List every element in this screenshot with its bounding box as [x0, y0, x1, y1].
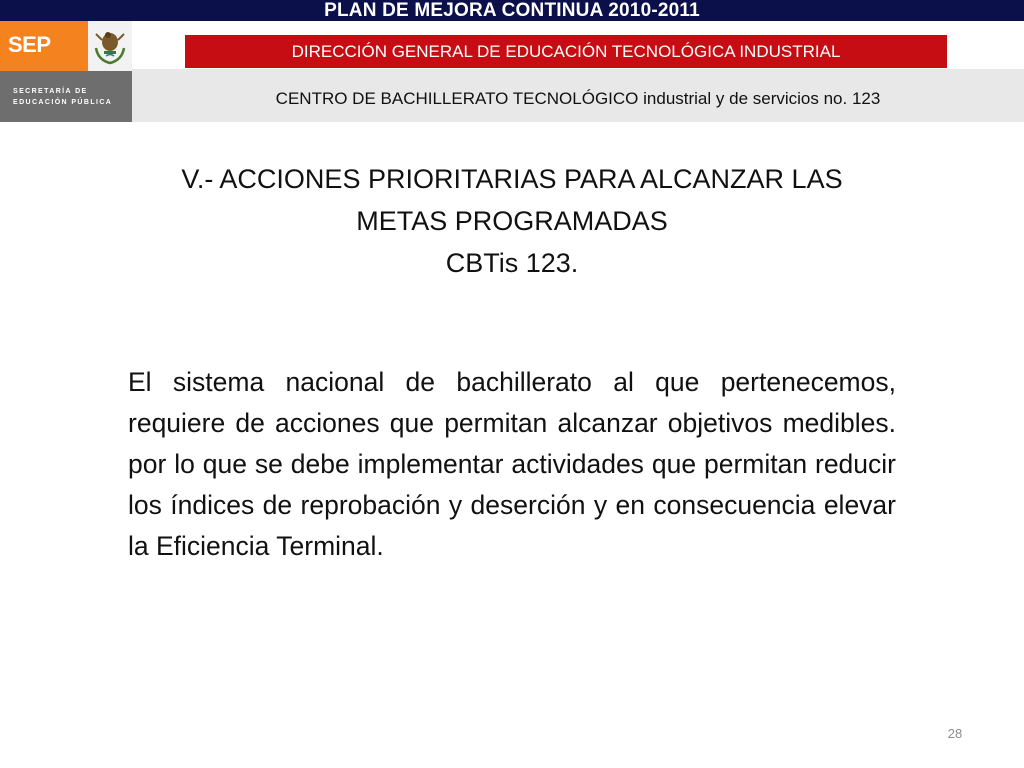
mexican-coat-of-arms-icon — [92, 26, 128, 66]
sep-logo-grey-block — [0, 71, 132, 122]
sep-secretaria-text: SECRETARÍA DE — [13, 88, 88, 95]
sep-acronym: SEP — [8, 32, 51, 57]
header-band — [0, 0, 1024, 21]
slide-title-line-3: CBTis 123. — [445, 248, 579, 278]
centro-subtitle: CENTRO DE BACHILLERATO TECNOLÓGICO industrial y de servicios no. 123 — [275, 89, 881, 108]
page-number: 28 — [947, 726, 963, 741]
sep-logo — [0, 21, 132, 122]
slide-title-line-2: METAS PROGRAMADAS — [356, 206, 668, 236]
body-paragraph: El sistema nacional de bachillerato al que pertenecemos, requiere de acciones que permitan alcanzar objetivos medibles. por lo que se debe implementar actividades que permitan reducir los índices de reprobación y deserción y en consecuencia elevar la Eficiencia Terminal. — [128, 367, 896, 561]
sep-logo-orange-block — [0, 21, 88, 71]
direccion-banner — [185, 35, 947, 68]
sep-educacion-text: EDUCACIÓN PÚBLICA — [13, 99, 113, 106]
direccion-text: DIRECCIÓN GENERAL DE EDUCACIÓN TECNOLÓGICA INDUSTRIAL — [291, 42, 841, 61]
plan-title: PLAN DE MEJORA CONTINUA 2010-2011 — [324, 0, 700, 21]
slide-title-line-1: V.- ACCIONES PRIORITARIAS PARA ALCANZAR LAS — [181, 164, 843, 194]
slide-title — [120, 158, 904, 284]
seal-container — [88, 21, 132, 71]
